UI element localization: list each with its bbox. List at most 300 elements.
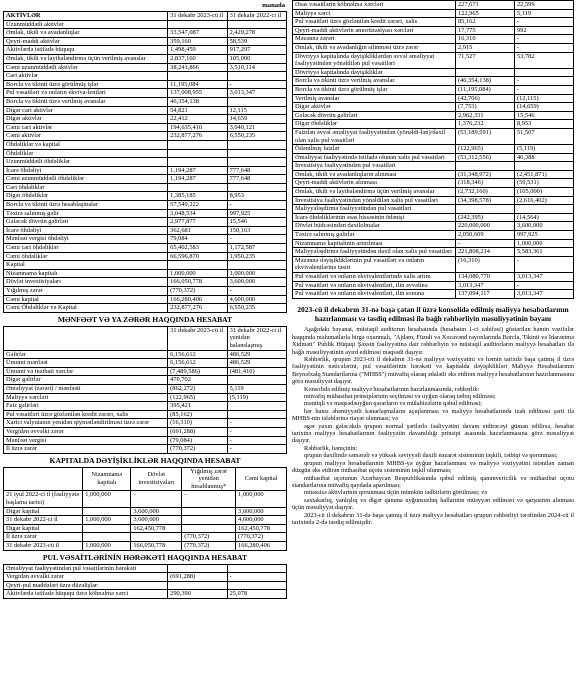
balance-row: [4, 175, 287, 184]
row-value: 194,635,410: [168, 123, 227, 132]
row-value: 4,600,000: [227, 295, 286, 304]
row-value: 1,000,000: [168, 269, 227, 278]
row-value: [227, 97, 286, 106]
row-label: Cari aktivlər: [4, 72, 168, 81]
row-value: 134,080,770: [455, 273, 514, 282]
cashflow-row: [293, 128, 574, 144]
row-value: 150,163: [227, 226, 286, 235]
responsibility-statement: [292, 326, 574, 526]
balance-header-row: [4, 12, 287, 21]
cashflow-right-body: [293, 1, 574, 299]
row-value: -: [227, 419, 286, 428]
row-value: [168, 261, 227, 270]
row-value: -: [131, 491, 182, 507]
row-label: Digər kapital: [4, 524, 83, 533]
row-label: Əməliyyat fəaliyyətində istifadə olunan xalis pul vəsaitləri: [293, 153, 456, 162]
row-value: 1,376,232: [455, 120, 514, 129]
row-label: Borcla və tikinti üzrə hesablaşmalar: [4, 201, 168, 210]
balance-row: [4, 269, 287, 278]
row-value: 3,600,000: [131, 507, 182, 516]
cashflow-row: [293, 145, 574, 154]
cashflow-row: [293, 256, 574, 272]
cashflow-row: [293, 85, 574, 94]
responsibility-paragraph: müvafiq mühasibat prinsiplərinin seçilməsi və uyğun olaraq tətbiq edilməsi;: [304, 393, 496, 401]
row-value: 6,550,235: [227, 304, 286, 313]
row-value: 162,450,778: [236, 524, 287, 533]
row-label: Təxirə salınmış gəlirlər: [293, 231, 456, 240]
cashflow-row: [293, 222, 574, 231]
responsibility-paragraph: Rəhbərlik, qrupun 2023-cü il dekabrın 31-nə maliyyə vəziyyətini və həmin tarixdə başa çatmış il üzrə fəaliyyətinin nəticələrini, pul vəsaitlərinin hərəkəti və kapitalda dəyişiklikləri Maliyyə Hesabatlarının Beynəlxalq Standartlarına ("MHBS") müvafiq olaraq ədalətli əks etdirən maliyyə hesabatlarının hazırlanmasına görə məsuliyyət daşıyır.: [292, 356, 574, 386]
row-value: [168, 72, 227, 81]
row-value: (2,616,402): [514, 196, 573, 205]
row-label: Xarici valyutanın yenidən qiymətləndirilməsi üzrə zərər: [4, 419, 168, 428]
balance-row: [4, 89, 287, 98]
row-value: 79,084: [168, 235, 227, 244]
row-label: Pul vəsaitləri üzrə gözlənilən kredit zərəri, xalis: [4, 410, 168, 419]
balance-row: [4, 158, 287, 167]
row-value: 997,925: [227, 209, 286, 218]
income-row: [4, 376, 287, 385]
row-label: Cəmi aktivlər: [4, 132, 168, 141]
row-label: Cəmi öhdəliklər: [4, 252, 168, 261]
income-row: [4, 427, 287, 436]
cashflow-row: [4, 573, 287, 582]
row-value: [227, 581, 286, 590]
row-label: Aktivlərdə istifadə hüququ üzrə köhnəlmə xərci: [4, 590, 168, 599]
row-value: 162,450,778: [131, 524, 182, 533]
row-value: 3,600,000: [514, 222, 573, 231]
equity-header-charter: Nizamnamə kapitalı: [83, 467, 131, 491]
row-label: Əməliyyat (zərəri) / mənfəəti: [4, 384, 168, 393]
row-label: Əməliyyat fəaliyyətindən pul vəsaitlərinin hərəkəti: [4, 564, 168, 573]
equity-row: [4, 507, 287, 516]
row-label: Borcla və tikinti üzrə verilmiş avanslar: [4, 97, 168, 106]
unit-label: manada: [262, 2, 285, 9]
row-value: 777,648: [227, 175, 286, 184]
row-label: Məzənnə dəyişikliklərinin pul vəsaitləri və onların ekvivalentlərinə təsiri: [293, 256, 456, 272]
row-value: 122,965: [455, 9, 514, 18]
responsibility-paragraph: Rəhbərlik, həmçinin:: [304, 444, 358, 452]
cashflow-row: [293, 43, 574, 52]
row-value: 1,385,185: [168, 192, 227, 201]
balance-row: [4, 235, 287, 244]
row-value: 2,429,278: [227, 29, 286, 38]
responsibility-paragraph: 2023-cü il dekabrın 31-də başa çatmış il üzrə maliyyə hesabatları qrupun rəhbərliyi tərəfindən 2024-cü il tarixində 2-də təsdiq edilmişdir.: [292, 511, 574, 526]
responsibility-paragraph: müəssisə aktivlərinin qorunması üçün mümkün tədbirlərin görülməsi; və: [304, 489, 488, 497]
row-value: 3,040,121: [227, 123, 286, 132]
row-value: (770,372): [182, 542, 236, 551]
row-value: 6,156,612: [168, 350, 227, 359]
row-value: [227, 410, 286, 419]
balance-row: [4, 140, 287, 149]
cashflow-row: [293, 290, 574, 299]
cashflow-row: [293, 52, 574, 68]
row-label: Faizdən əvvəl əməliyyat fəaliyyətindən (yönəldi-lən)/daxil olan xalis pul vəsaitləri: [293, 128, 456, 144]
row-value: [168, 564, 227, 573]
row-label: Pul vəsaitləri üzrə gözlənilən kredit zərəri, xalis: [293, 18, 456, 27]
row-value: (16,310): [168, 419, 227, 428]
row-value: -: [227, 201, 286, 210]
row-value: 16,310: [455, 35, 514, 44]
row-label: Dövriyyə kapitalında dəyişikliklərdən əvvəl əməliyyat fəaliyyətindən yönəldilən pul vəsaitləri: [293, 52, 456, 68]
row-value: 232,877,276: [168, 132, 227, 141]
row-value: 166,050,778: [168, 278, 227, 287]
row-label: Dövlət büdcəsindən daxilolmalar: [293, 222, 456, 231]
equity-statement-title: KAPITALDA DƏYİŞİKLİKLƏR HAQQINDA HESABAT: [49, 455, 241, 465]
row-value: (862,272): [168, 384, 227, 393]
row-value: (14,659): [514, 103, 573, 112]
row-label: 21 iyul 2022-ci il (fəaliyyətə başlama tarixi): [4, 491, 83, 507]
balance-row: [4, 29, 287, 38]
equity-header-accumulated-loss: Yığılmış zərər yenidən hesablanmış*: [182, 467, 236, 491]
row-value: (42,706): [455, 94, 514, 103]
row-label: Maliyyə xərcləri: [4, 393, 168, 402]
row-value: 5,119: [514, 9, 573, 18]
row-label: Digər cari aktivlər: [4, 106, 168, 115]
equity-statement-table: [3, 467, 287, 551]
row-value: -: [514, 18, 573, 27]
cashflow-row: [293, 77, 574, 86]
row-value: -: [227, 436, 286, 445]
row-label: Nizamnamə kapitalının artırılması: [293, 239, 456, 248]
row-value: -: [227, 80, 286, 89]
row-label: Cari öhdəliklər: [4, 183, 168, 192]
row-label: Vergidən əvvəlki zərər: [4, 573, 168, 582]
cashflow-row: [293, 162, 574, 171]
income-row: [4, 350, 287, 359]
row-value: 1,194,287: [168, 175, 227, 184]
row-value: (85,162): [168, 410, 227, 419]
equity-row: [4, 542, 287, 551]
row-value: 5,119: [227, 384, 286, 393]
row-value: 2,050,609: [455, 231, 514, 240]
balance-row: [4, 192, 287, 201]
row-value: 232,877,276: [168, 304, 227, 313]
cashflow-row: [293, 103, 574, 112]
row-value: 58,539: [227, 37, 286, 46]
row-value: [131, 533, 182, 542]
balance-row: [4, 278, 287, 287]
cashflow-row: [293, 120, 574, 129]
row-label: Faiz gəlirləri: [4, 402, 168, 411]
row-value: 15,546: [227, 218, 286, 227]
row-label: Cəmi kapital: [4, 295, 168, 304]
row-label: Digər aktivlər: [4, 115, 168, 124]
row-value: (53,189,591): [455, 128, 514, 144]
row-value: 359,160: [168, 37, 227, 46]
responsibility-paragraph: Konsolidə edilmiş maliyyə hesabatlarının hazırlanmasında, rəhbərlik:: [304, 385, 480, 393]
row-value: [168, 581, 227, 590]
row-value: 3,600,000: [131, 516, 182, 525]
responsibility-title: 2023-cü il dekabrın 31-nə başa çatan il üzrə konsolidə edilmiş maliyyə hesabatlarının hazırlanması və təsdiq edilməsi ilə bağlı rəhbərliyin məsuliyyətinin bəyanı: [297, 304, 569, 324]
row-value: [227, 20, 286, 29]
row-value: 166,050,778: [131, 542, 182, 551]
balance-row: [4, 80, 287, 89]
row-value: 166,280,406: [168, 295, 227, 304]
row-value: (11,195,084): [455, 85, 514, 94]
row-label: İcarə öhdəliklərinin əsas hissəsinin ödənişi: [293, 213, 456, 222]
responsibility-paragraph: Aşağıdakı bəyanat, müstəqil auditorun hesabatında (hesabatın 1-ci səhifəsi) göstərilən həmin vəzifələr haqqında məlumatlarla birgə oxunmalı, "Ajdam, Füzuli və Xocavənd rayonlarında Borcla, Tikinti və İdarəetmə Xidməti" Publik Hüquqi Şəxsin fəaliyyətinə dair rəhbərliyin və müstəqil auditorların maliyyə hesabatları ilə bağlı məsuliyyətinin ayırd edilməsi məqsədi daşıyır.: [292, 326, 574, 356]
row-label: Təxirə salınmış gəlir: [4, 209, 168, 218]
balance-row: [4, 218, 287, 227]
row-label: Qeyri-pul maddələri üzrə düzəlişlər:: [4, 581, 168, 590]
balance-row: [4, 123, 287, 132]
cashflow-row: [293, 35, 574, 44]
row-value: 57,549,222: [168, 201, 227, 210]
row-label: Verilmiş avanslar: [293, 94, 456, 103]
equity-row: [4, 524, 287, 533]
cashflow-left-table: [3, 564, 287, 599]
balance-row: [4, 72, 287, 81]
row-value: (12,115): [514, 94, 573, 103]
row-value: -: [227, 235, 286, 244]
row-label: Ümumi mənfəət: [4, 359, 168, 368]
income-statement-table: [3, 326, 287, 454]
income-row: [4, 410, 287, 419]
row-label: Digər öhdəliklər: [4, 192, 168, 201]
row-value: 85,162: [455, 18, 514, 27]
row-label: Uzunmüddətli aktivlər: [4, 20, 168, 29]
row-value: 2,962,331: [455, 111, 514, 120]
row-value: 3,510,114: [227, 63, 286, 72]
cashflow-left-body: [4, 564, 287, 598]
left-column: [3, 0, 287, 599]
row-value: (16,310): [455, 256, 514, 272]
row-value: 1,000,000: [83, 491, 131, 507]
row-value: (481,410): [227, 367, 286, 376]
row-value: 1,498,459: [168, 46, 227, 55]
row-label: Əmlak, tikili və avadanlıqlar: [4, 29, 168, 38]
row-label: Qeyri-maddi aktivlərin amortizasiyası xərcləri: [293, 26, 456, 35]
row-value: 5,583,361: [514, 248, 573, 257]
row-value: -: [514, 77, 573, 86]
row-value: 1,000,000: [227, 269, 286, 278]
cashflow-row: [293, 273, 574, 282]
row-value: 1,194,287: [168, 166, 227, 175]
row-value: 22,599: [514, 1, 573, 10]
row-value: 221,808,214: [455, 248, 514, 257]
responsibility-paragraph: hər hansı əhəmiyyətli kənarlaşmaların açıqlanması və maliyyə hesabatlarında izah edilməsi şərti ilə MHBS-nin tələblərinə riayət olunması; və: [292, 407, 574, 423]
row-value: 1,000,000: [83, 542, 131, 551]
row-value: (2,451,871): [514, 170, 573, 179]
row-value: 46,388: [514, 153, 573, 162]
balance-row: [4, 226, 287, 235]
row-value: (770,372): [168, 445, 227, 454]
cashflow-row: [293, 68, 574, 77]
row-label: Pul vəsaitləri və onların ekviva-lentləri: [4, 89, 168, 98]
balance-row: [4, 20, 287, 29]
row-value: [168, 183, 227, 192]
row-value: 4,600,000: [236, 516, 287, 525]
row-value: (46,354,138): [455, 77, 514, 86]
row-value: 137,094,117: [455, 290, 514, 299]
row-value: 6,550,235: [227, 132, 286, 141]
cashflow-row: [293, 281, 574, 290]
row-value: 1,000,000: [83, 516, 131, 525]
row-value: [182, 507, 236, 516]
cashflow-row: [293, 213, 574, 222]
equity-statement-body: [4, 491, 287, 550]
row-value: 54,821: [168, 106, 227, 115]
responsibility-paragraph: qrupun daxilində səmərəli və yüksək səviyyəli daxili nəzarət sisteminin təşkili, tətbiqi və qorunması;: [304, 452, 558, 460]
row-value: [83, 533, 131, 542]
cashflow-row: [4, 564, 287, 573]
row-label: Cəmi uzunmüddətli aktivlər: [4, 63, 168, 72]
cashflow-row: [293, 239, 574, 248]
row-label: Gəlirlər: [4, 350, 168, 359]
row-value: -: [182, 491, 236, 507]
row-label: Gələcək dövrün gəlirləri: [293, 111, 456, 120]
balance-row: [4, 261, 287, 270]
row-label: Öhdəliklər: [4, 149, 168, 158]
income-header-2023: 31 dekabr 2023-cü il: [168, 326, 227, 350]
balance-row: [4, 287, 287, 296]
income-row: [4, 402, 287, 411]
row-label: Borcla və tikinti üzrə verilmiş avanslar: [293, 77, 456, 86]
row-value: (770,372): [168, 287, 227, 296]
balance-row: [4, 166, 287, 175]
balance-row: [4, 201, 287, 210]
row-label: Borcla və tikinti üzrə görülmüş işlər: [4, 80, 168, 89]
row-value: (122,965): [455, 145, 514, 154]
right-column: [292, 0, 574, 526]
income-row: [4, 384, 287, 393]
row-value: 2,915: [455, 43, 514, 52]
row-value: [227, 72, 286, 81]
cashflow-row: [293, 231, 574, 240]
balance-row: [4, 183, 287, 192]
row-value: 290,390: [168, 590, 227, 599]
row-value: -: [227, 573, 286, 582]
cashflow-row: [293, 94, 574, 103]
row-value: 66,596,870: [168, 252, 227, 261]
row-value: 1,172,587: [227, 244, 286, 253]
row-value: [168, 20, 227, 29]
cashflow-row: [293, 153, 574, 162]
cashflow-row: [293, 205, 574, 214]
row-label: Digər öhdəliklər: [293, 120, 456, 129]
balance-row: [4, 295, 287, 304]
row-value: -: [514, 43, 573, 52]
row-value: 8,953: [227, 192, 286, 201]
row-label: İl üzrə zərər: [4, 445, 168, 454]
cashflow-row: [293, 170, 574, 179]
responsibility-paragraph: mühasibat uçotunun Azərbaycan Respublikasında qəbul edilmiş qanunvericilik və mühasibat uçotu standartlarına müvafiq qaydada aparılması;: [292, 474, 574, 489]
balance-row: [4, 209, 287, 218]
row-value: 997,925: [514, 231, 573, 240]
row-label: Digər gəlirlər: [4, 376, 168, 385]
row-value: [514, 68, 573, 77]
row-value: 51,507: [514, 128, 573, 144]
row-label: Cəmi uzunmüddətli öhdəliklər: [4, 175, 168, 184]
cashflow-row: [293, 111, 574, 120]
row-value: (7,753): [455, 103, 514, 112]
cashflow-row: [4, 590, 287, 599]
income-row: [4, 419, 287, 428]
balance-row: [4, 115, 287, 124]
row-label: 31 dekabr 2022-ci il: [4, 516, 83, 525]
income-row: [4, 393, 287, 402]
row-label: Ödənilmiş faizlər: [293, 145, 456, 154]
row-value: [455, 162, 514, 171]
row-label: Əmlak, tikili və avadanlıqların alınması: [293, 170, 456, 179]
income-row: [4, 359, 287, 368]
row-value: [455, 68, 514, 77]
row-label: Məzənnə zərəri: [293, 35, 456, 44]
balance-row: [4, 132, 287, 141]
cashflow-row: [293, 26, 574, 35]
balance-row: [4, 63, 287, 72]
cashflow-row: [293, 188, 574, 197]
row-value: [455, 205, 514, 214]
row-label: Maliyyə xərci: [293, 9, 456, 18]
row-value: (318,346): [455, 179, 514, 188]
balance-header-assets: AKTİVLƏR: [4, 12, 168, 21]
balance-sheet-body: [4, 20, 287, 312]
balance-header-2022: 31 dekabr 2022-ci il: [227, 12, 286, 21]
row-value: 3,600,000: [227, 278, 286, 287]
row-label: Gələcək dövrün gəlirləri: [4, 218, 168, 227]
row-value: 105,000: [227, 54, 286, 63]
row-label: Vergidən əvvəlki zərər: [4, 427, 168, 436]
row-value: 25,078: [227, 590, 286, 599]
responsibility-paragraph: qrupun maliyyə hesabatlarının MHBS-yə uyğun hazırlanması və maliyyə vəziyyətini istənilən zaman düzgün əks etdirən mühasibat uçotu sisteminin təşkil olunması;: [292, 459, 574, 475]
row-value: (31,348,972): [455, 170, 514, 179]
row-value: 22,412: [168, 115, 227, 124]
row-value: 395,421: [168, 402, 227, 411]
row-label: Digər aktivlər: [293, 103, 456, 112]
equity-row: [4, 533, 287, 542]
row-value: -: [514, 281, 573, 290]
row-value: (105,000): [514, 188, 573, 197]
balance-header-2023: 31 dekabr 2023-cü il: [168, 12, 227, 21]
row-label: Ümumi və inzibati xərclər: [4, 367, 168, 376]
cashflow-row: [293, 196, 574, 205]
equity-header-investments: Dövlət investisiyaları: [131, 467, 182, 491]
row-label: Borcla və tikinti üzrə görülmüş işlər: [293, 85, 456, 94]
balance-row: [4, 252, 287, 261]
row-label: Cəmi cari aktivlər: [4, 123, 168, 132]
row-label: Nizamnamə kapitalı: [4, 269, 168, 278]
responsibility-paragraph: saxtakarlıq, yanlışlıq və digər qanuna uyğunsuzluq hallarının müəyyən edilməsi və qarşısının alınması üçün məsuliyyət daşıyır.: [292, 496, 574, 512]
row-label: Mənfəət vergisi öhdəliyi: [4, 235, 168, 244]
row-value: 917,297: [227, 46, 286, 55]
row-value: 486,529: [227, 359, 286, 368]
row-value: 3,013,347: [455, 281, 514, 290]
row-value: 1,000,000: [514, 239, 573, 248]
row-value: 227,671: [455, 1, 514, 10]
row-value: 3,013,347: [227, 89, 286, 98]
cashflow-row: [4, 581, 287, 590]
row-value: 362,681: [168, 226, 227, 235]
row-label: Dövlət investisiyaları: [4, 278, 168, 287]
row-label: Cəmi cari öhdəliklər: [4, 244, 168, 253]
cashflow-row: [293, 179, 574, 188]
row-label: Mənfəət vergisi: [4, 436, 168, 445]
row-label: Cəmi Öhdəliklər və Kapital: [4, 304, 168, 313]
row-value: 3,048,534: [168, 209, 227, 218]
balance-row: [4, 97, 287, 106]
row-value: 220,000,000: [455, 222, 514, 231]
balance-row: [4, 46, 287, 55]
row-value: (5,119): [227, 393, 286, 402]
row-label: Yığılmış zərər: [4, 287, 168, 296]
income-row: [4, 445, 287, 454]
row-value: -: [455, 239, 514, 248]
row-label: Uzunmüddətli öhdəliklər: [4, 158, 168, 167]
income-statement-title: MƏNFƏƏT VƏ YA ZƏRƏR HAQQINDA HESABAT: [57, 314, 233, 324]
row-value: 1,000,000: [236, 491, 287, 507]
